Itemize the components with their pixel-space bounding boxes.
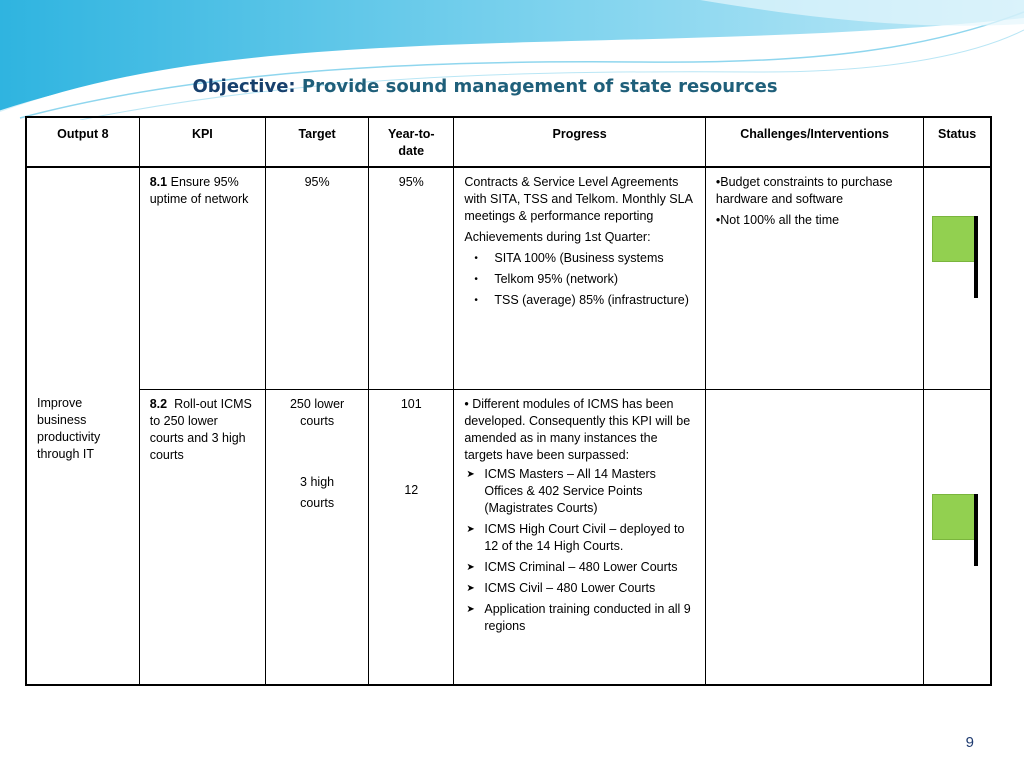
target-value: courts — [300, 495, 335, 510]
kpi-number: 8.2 — [149, 396, 168, 411]
kpi-number: 8.1 — [149, 175, 168, 189]
challenge-item: •Budget constraints to purchase hardware and software — [715, 175, 893, 206]
header-wave-decoration — [0, 0, 1024, 120]
bullet-icon: • — [474, 295, 478, 306]
challenge-item: •Not 100% all the time — [715, 213, 840, 227]
target-cell — [265, 389, 368, 685]
list-item: ➤ ICMS Criminal – 480 Lower Courts — [466, 559, 678, 574]
header-ytd: Year-to-date — [369, 117, 454, 167]
header-challenges: Challenges/Interventions — [705, 117, 923, 167]
list-item: ➤ ICMS High Court Civil – deployed to 12 of the 14 High Courts. — [466, 521, 685, 553]
bullet-icon: • — [474, 253, 478, 264]
progress-list — [464, 250, 695, 309]
ytd-cell: 95% — [369, 167, 454, 389]
progress-list — [464, 466, 695, 635]
challenges-cell-empty — [705, 389, 923, 685]
ytd-value: 101 — [400, 396, 422, 411]
header-status: Status — [924, 117, 991, 167]
arrow-bullet-icon: ➤ — [466, 523, 475, 535]
page-number: 9 — [965, 734, 974, 751]
ytd-value: 12 — [404, 482, 419, 497]
challenges-cell — [705, 167, 923, 389]
table-header-row — [26, 117, 991, 167]
kpi-table — [25, 116, 992, 686]
header-progress: Progress — [454, 117, 706, 167]
list-item: ➤ Application training conducted in all 9 regions — [466, 601, 691, 633]
kpi-cell — [139, 389, 265, 685]
header-target: Target — [265, 117, 368, 167]
arrow-bullet-icon: ➤ — [466, 582, 475, 594]
flag-green-box — [932, 494, 978, 540]
flag-pole — [974, 494, 978, 566]
ytd-cell — [369, 389, 454, 685]
progress-cell — [454, 389, 706, 685]
list-item: • SITA 100% (Business systems — [474, 251, 664, 265]
status-cell — [924, 389, 991, 685]
title-label: Objective: — [192, 76, 296, 97]
table-row — [26, 167, 991, 389]
arrow-bullet-icon: ➤ — [466, 561, 475, 573]
slide-title — [0, 76, 970, 97]
header-output: Output 8 — [26, 117, 139, 167]
target-value: 250 lower courts — [289, 396, 345, 428]
table-row — [26, 389, 991, 685]
list-item: ➤ ICMS Civil – 480 Lower Courts — [466, 580, 656, 595]
status-cell — [924, 167, 991, 389]
list-item: ➤ ICMS Masters – All 14 Masters Offices & 402 Service Points (Magistrates Courts) — [466, 466, 656, 515]
target-cell: 95% — [265, 167, 368, 389]
target-value: 3 high — [300, 474, 335, 489]
bullet-icon: • — [474, 274, 478, 285]
list-item: • TSS (average) 85% (infrastructure) — [474, 293, 689, 307]
progress-paragraph: Achievements during 1st Quarter: — [464, 230, 651, 244]
kpi-cell — [139, 167, 265, 389]
list-item: • Telkom 95% (network) — [474, 272, 619, 286]
progress-paragraph: • Different modules of ICMS has been developed. Consequently this KPI will be amended as in many instances the targets have been surpassed: — [464, 396, 691, 462]
title-text: Provide sound management of state resources — [301, 76, 778, 97]
header-kpi: KPI — [139, 117, 265, 167]
output-cell-empty — [26, 167, 139, 389]
arrow-bullet-icon: ➤ — [466, 603, 475, 615]
kpi-text: Ensure 95% uptime of network — [149, 175, 249, 206]
arrow-bullet-icon: ➤ — [466, 468, 475, 480]
kpi-text: Roll-out ICMS to 250 lower courts and 3 high courts — [149, 396, 252, 462]
progress-paragraph: Contracts & Service Level Agreements with SITA, TSS and Telkom. Monthly SLA meetings & performance reporting — [464, 175, 693, 223]
progress-cell — [454, 167, 706, 389]
flag-green-box — [932, 216, 978, 262]
flag-pole — [974, 216, 978, 298]
output-cell: Improve business productivity through IT — [26, 389, 139, 685]
